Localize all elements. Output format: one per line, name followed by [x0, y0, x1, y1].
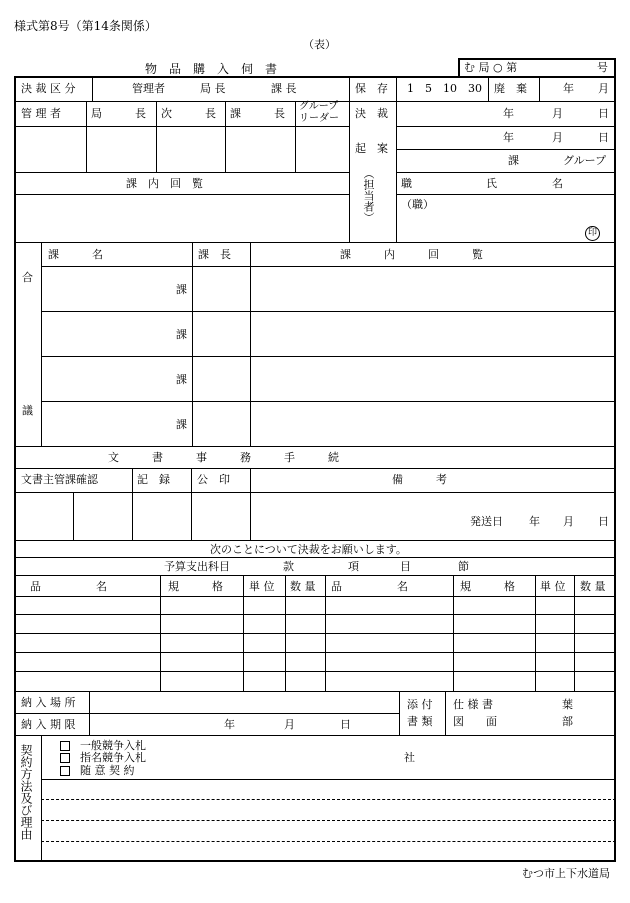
budget-label: 予算支出科目 — [164, 560, 230, 573]
budget-item2: 項 — [348, 560, 359, 573]
doc-col-seal: 公 印 — [197, 473, 230, 486]
consult-row-2: 課 — [176, 328, 187, 341]
retention-label: 保 存 — [355, 82, 388, 95]
decision-year: 年 — [503, 107, 514, 120]
draft-month: 月 — [552, 131, 563, 144]
attachment-spec-unit: 葉 — [562, 698, 573, 711]
contract-label: 契約方法及び理由 — [19, 744, 33, 840]
budget-item3: 目 — [400, 560, 411, 573]
staff-deputy: 次 長 — [161, 107, 216, 120]
staff-label: 管 理 者 — [21, 107, 61, 120]
attachments-label-1: 添 付 — [407, 698, 433, 711]
form-title: 物 品 購 入 伺 書 — [145, 62, 278, 76]
consult-col-chief: 課 長 — [198, 248, 231, 261]
doc-col-record: 記 録 — [137, 473, 170, 486]
goods-col-name-1: 品 名 — [30, 580, 107, 593]
decision-day: 日 — [598, 107, 609, 120]
contract-option-designated-label: 指名競争入札 — [80, 751, 146, 764]
disposal-month: 月 — [598, 82, 609, 95]
goods-col-unit-2: 単 位 — [540, 580, 566, 593]
consult-label-bottom: 議 — [22, 404, 33, 417]
doc-col-confirm: 文書主管課確認 — [21, 473, 98, 486]
contract-company-suffix: 社 — [404, 751, 415, 764]
attachment-drawing: 図 面 — [453, 715, 497, 728]
disposal-year: 年 — [563, 82, 574, 95]
goods-col-spec-1: 規 格 — [168, 580, 223, 593]
contract-option-private-label: 随 意 契 約 — [80, 764, 135, 777]
approval-manager: 管理者 — [132, 82, 165, 95]
sent-date-year: 年 — [529, 515, 540, 528]
sent-date-label: 発送日 — [470, 515, 503, 528]
draft-label: 起 案 — [355, 142, 388, 155]
approval-chief: 課 長 — [271, 82, 297, 95]
footer-organization: むつ市上下水道局 — [522, 867, 610, 880]
delivery-year: 年 — [224, 718, 235, 731]
doc-number-suffix: 号 — [597, 61, 608, 74]
attachment-drawing-unit: 部 — [562, 715, 573, 728]
request-text: 次のことについて決裁をお願いします。 — [210, 543, 407, 556]
consult-col-circulation: 課 内 回 覧 — [340, 248, 483, 261]
contract-option-general-label: 一般競争入札 — [80, 739, 146, 752]
attachment-spec: 仕 様 書 — [453, 698, 493, 711]
sent-date-day: 日 — [598, 515, 609, 528]
consult-label-top: 合 — [22, 271, 33, 284]
consult-col-section: 課 名 — [48, 248, 103, 261]
goods-col-qty-2: 数 量 — [580, 580, 606, 593]
person-in-charge-label: （担当者） — [362, 168, 375, 223]
form-id: 様式第8号（第14条関係） — [14, 19, 157, 33]
draft-year: 年 — [503, 131, 514, 144]
staff-director: 局 長 — [91, 107, 146, 120]
delivery-month: 月 — [284, 718, 295, 731]
delivery-place-label: 納 入 場 所 — [21, 696, 76, 709]
delivery-date-label: 納 入 期 限 — [21, 718, 76, 731]
consult-row-3: 課 — [176, 373, 187, 386]
sent-date-month: 月 — [563, 515, 574, 528]
delivery-day: 日 — [340, 718, 351, 731]
doc-procedure-label: 文 書 事 務 手 続 — [108, 451, 339, 464]
draft-section: 課 — [508, 154, 519, 167]
decision-label: 決 裁 — [355, 107, 388, 120]
consult-row-1: 課 — [176, 283, 187, 296]
position-label: 職 — [401, 177, 412, 190]
goods-col-name-2: 品 名 — [331, 580, 408, 593]
position-paren: （職） — [401, 198, 434, 211]
doc-col-remarks: 備 考 — [392, 473, 447, 486]
contract-option-private[interactable] — [60, 765, 135, 776]
checkbox-icon — [60, 766, 70, 776]
draft-day: 日 — [598, 131, 609, 144]
attachments-label-2: 書 類 — [407, 715, 433, 728]
staff-group-leader: グループ リーダー — [299, 101, 339, 124]
goods-col-qty-1: 数 量 — [290, 580, 316, 593]
name-label: 氏 名 — [486, 177, 563, 190]
checkbox-icon — [60, 753, 70, 763]
decision-month: 月 — [552, 107, 563, 120]
disposal-label: 廃 棄 — [494, 82, 527, 95]
draft-group: グループ — [563, 154, 607, 167]
contract-option-designated[interactable] — [60, 752, 146, 763]
goods-col-spec-2: 規 格 — [460, 580, 515, 593]
budget-item4: 節 — [458, 560, 469, 573]
approval-category-label: 決 裁 区 分 — [21, 82, 76, 95]
retention-options: 1 5 10 30 — [407, 82, 482, 95]
side-label: （表） — [303, 38, 336, 51]
contract-option-general[interactable] — [60, 740, 146, 751]
goods-col-unit-1: 単 位 — [249, 580, 275, 593]
checkbox-icon — [60, 741, 70, 751]
circulation-label: 課 内 回 覧 — [126, 177, 203, 190]
seal-mark: 印 — [585, 226, 600, 241]
approval-director: 局 長 — [200, 82, 226, 95]
consult-row-4: 課 — [176, 418, 187, 431]
staff-section: 課 長 — [230, 107, 285, 120]
budget-item1: 款 — [283, 560, 294, 573]
doc-number-prefix: む 局 ○ 第 — [464, 61, 518, 74]
